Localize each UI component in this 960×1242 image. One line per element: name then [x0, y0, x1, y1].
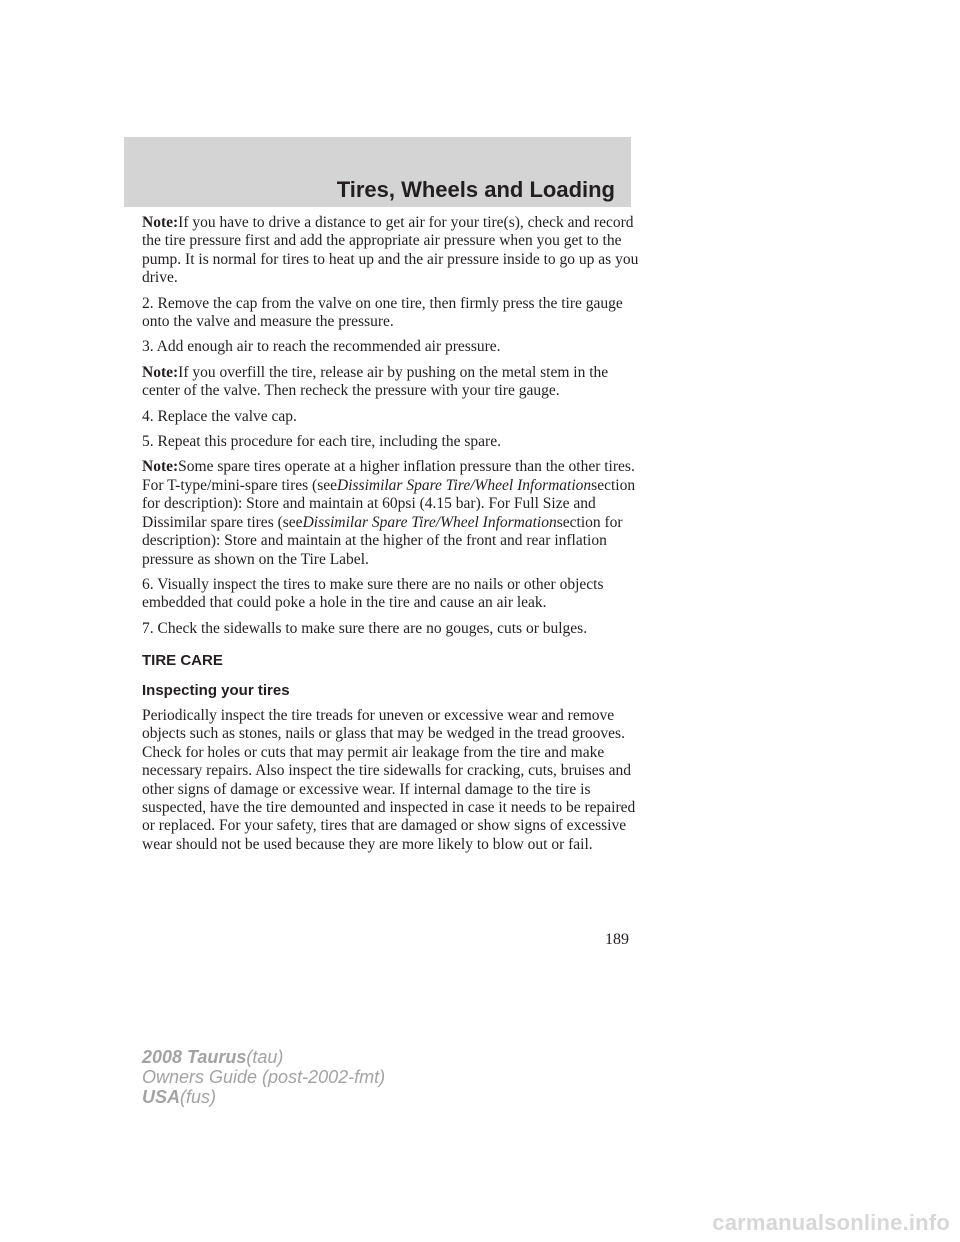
footer-line-model [142, 1047, 385, 1067]
footer-line-market [142, 1087, 385, 1107]
note-label: Note: [142, 363, 179, 381]
note-spare-tires [142, 458, 647, 568]
section-header-band [124, 137, 631, 207]
note-text: If you overfill the tire, release air by pushing on the metal stem in the center of the valve. Then recheck the pressure with your tire gauge. [142, 363, 609, 400]
note-pump [142, 214, 647, 288]
step-2: 2. Remove the cap from the valve on one tire, then firmly press the tire gauge onto the valve and measure the pressure. [142, 294, 623, 331]
site-watermark: carmanualsonline.info [712, 1210, 950, 1235]
document-footer [142, 1047, 385, 1107]
note-text: Some spare tires operate at a higher inflation pressure than the other tires. For T-type/mini-spare tires (see [142, 458, 635, 494]
step-3: 3. Add enough air to reach the recommended air pressure. [142, 338, 501, 356]
inspect-paragraph: Periodically inspect the tire treads for uneven or excessive wear and remove objects such as stones, nails or glass that may be wedged in the tread grooves. Check for holes or cuts that may permit air leakage from the tire and make necessary repairs. Also inspect the tire sidewalls for cracking, cuts, bruises and other signs of damage or excessive wear. If internal damage to the tire is suspected, have the tire demounted and inspected in case it needs to be repaired or replaced. For your safety, tires that are damaged or show signs of excessive wear should not be used because they are more likely to blow out or fail. [142, 706, 636, 853]
note-text: If you have to drive a distance to get air for your tire(s), check and record the tire pressure first and add the appropriate air pressure when you get to the pump. It is normal for tires to heat up and the air pressure inside to go up as you drive. [142, 214, 639, 287]
section-heading: TIRE CARE [142, 652, 223, 670]
footer-line-guide: Owners Guide (post-2002-fmt) [142, 1067, 386, 1087]
note-label: Note: [142, 458, 179, 476]
note-text: section for description): Store and maintain at 60psi (4.15 bar). For Full Size and Dissimilar spare tires (see [142, 476, 636, 531]
cross-reference: Dissimilar Spare Tire/Wheel Information [302, 513, 557, 531]
sub-heading: Inspecting your tires [142, 681, 290, 699]
cross-reference: Dissimilar Spare Tire/Wheel Information [337, 476, 592, 494]
footer-model-code: (tau) [246, 1047, 284, 1067]
page-number: 189 [605, 931, 629, 948]
step-6: 6. Visually inspect the tires to make sure there are no nails or other objects embedded that could poke a hole in the tire and cause an air leak. [142, 575, 604, 612]
footer-model: 2008 Taurus [142, 1047, 247, 1067]
note-label: Note: [142, 214, 179, 231]
body-content [142, 214, 647, 861]
footer-market-code: (fus) [180, 1087, 217, 1107]
step-4: 4. Replace the valve cap. [142, 407, 297, 425]
footer-market: USA [142, 1087, 181, 1107]
section-title: Tires, Wheels and Loading [336, 177, 615, 202]
step-7: 7. Check the sidewalls to make sure there are no gouges, cuts or bulges. [142, 619, 588, 637]
step-5: 5. Repeat this procedure for each tire, including the spare. [142, 433, 501, 451]
note-text: section for description): Store and maintain at the higher of the front and rear inflation pressure as shown on the Tire Label. [142, 513, 623, 568]
note-overfill [142, 364, 647, 401]
